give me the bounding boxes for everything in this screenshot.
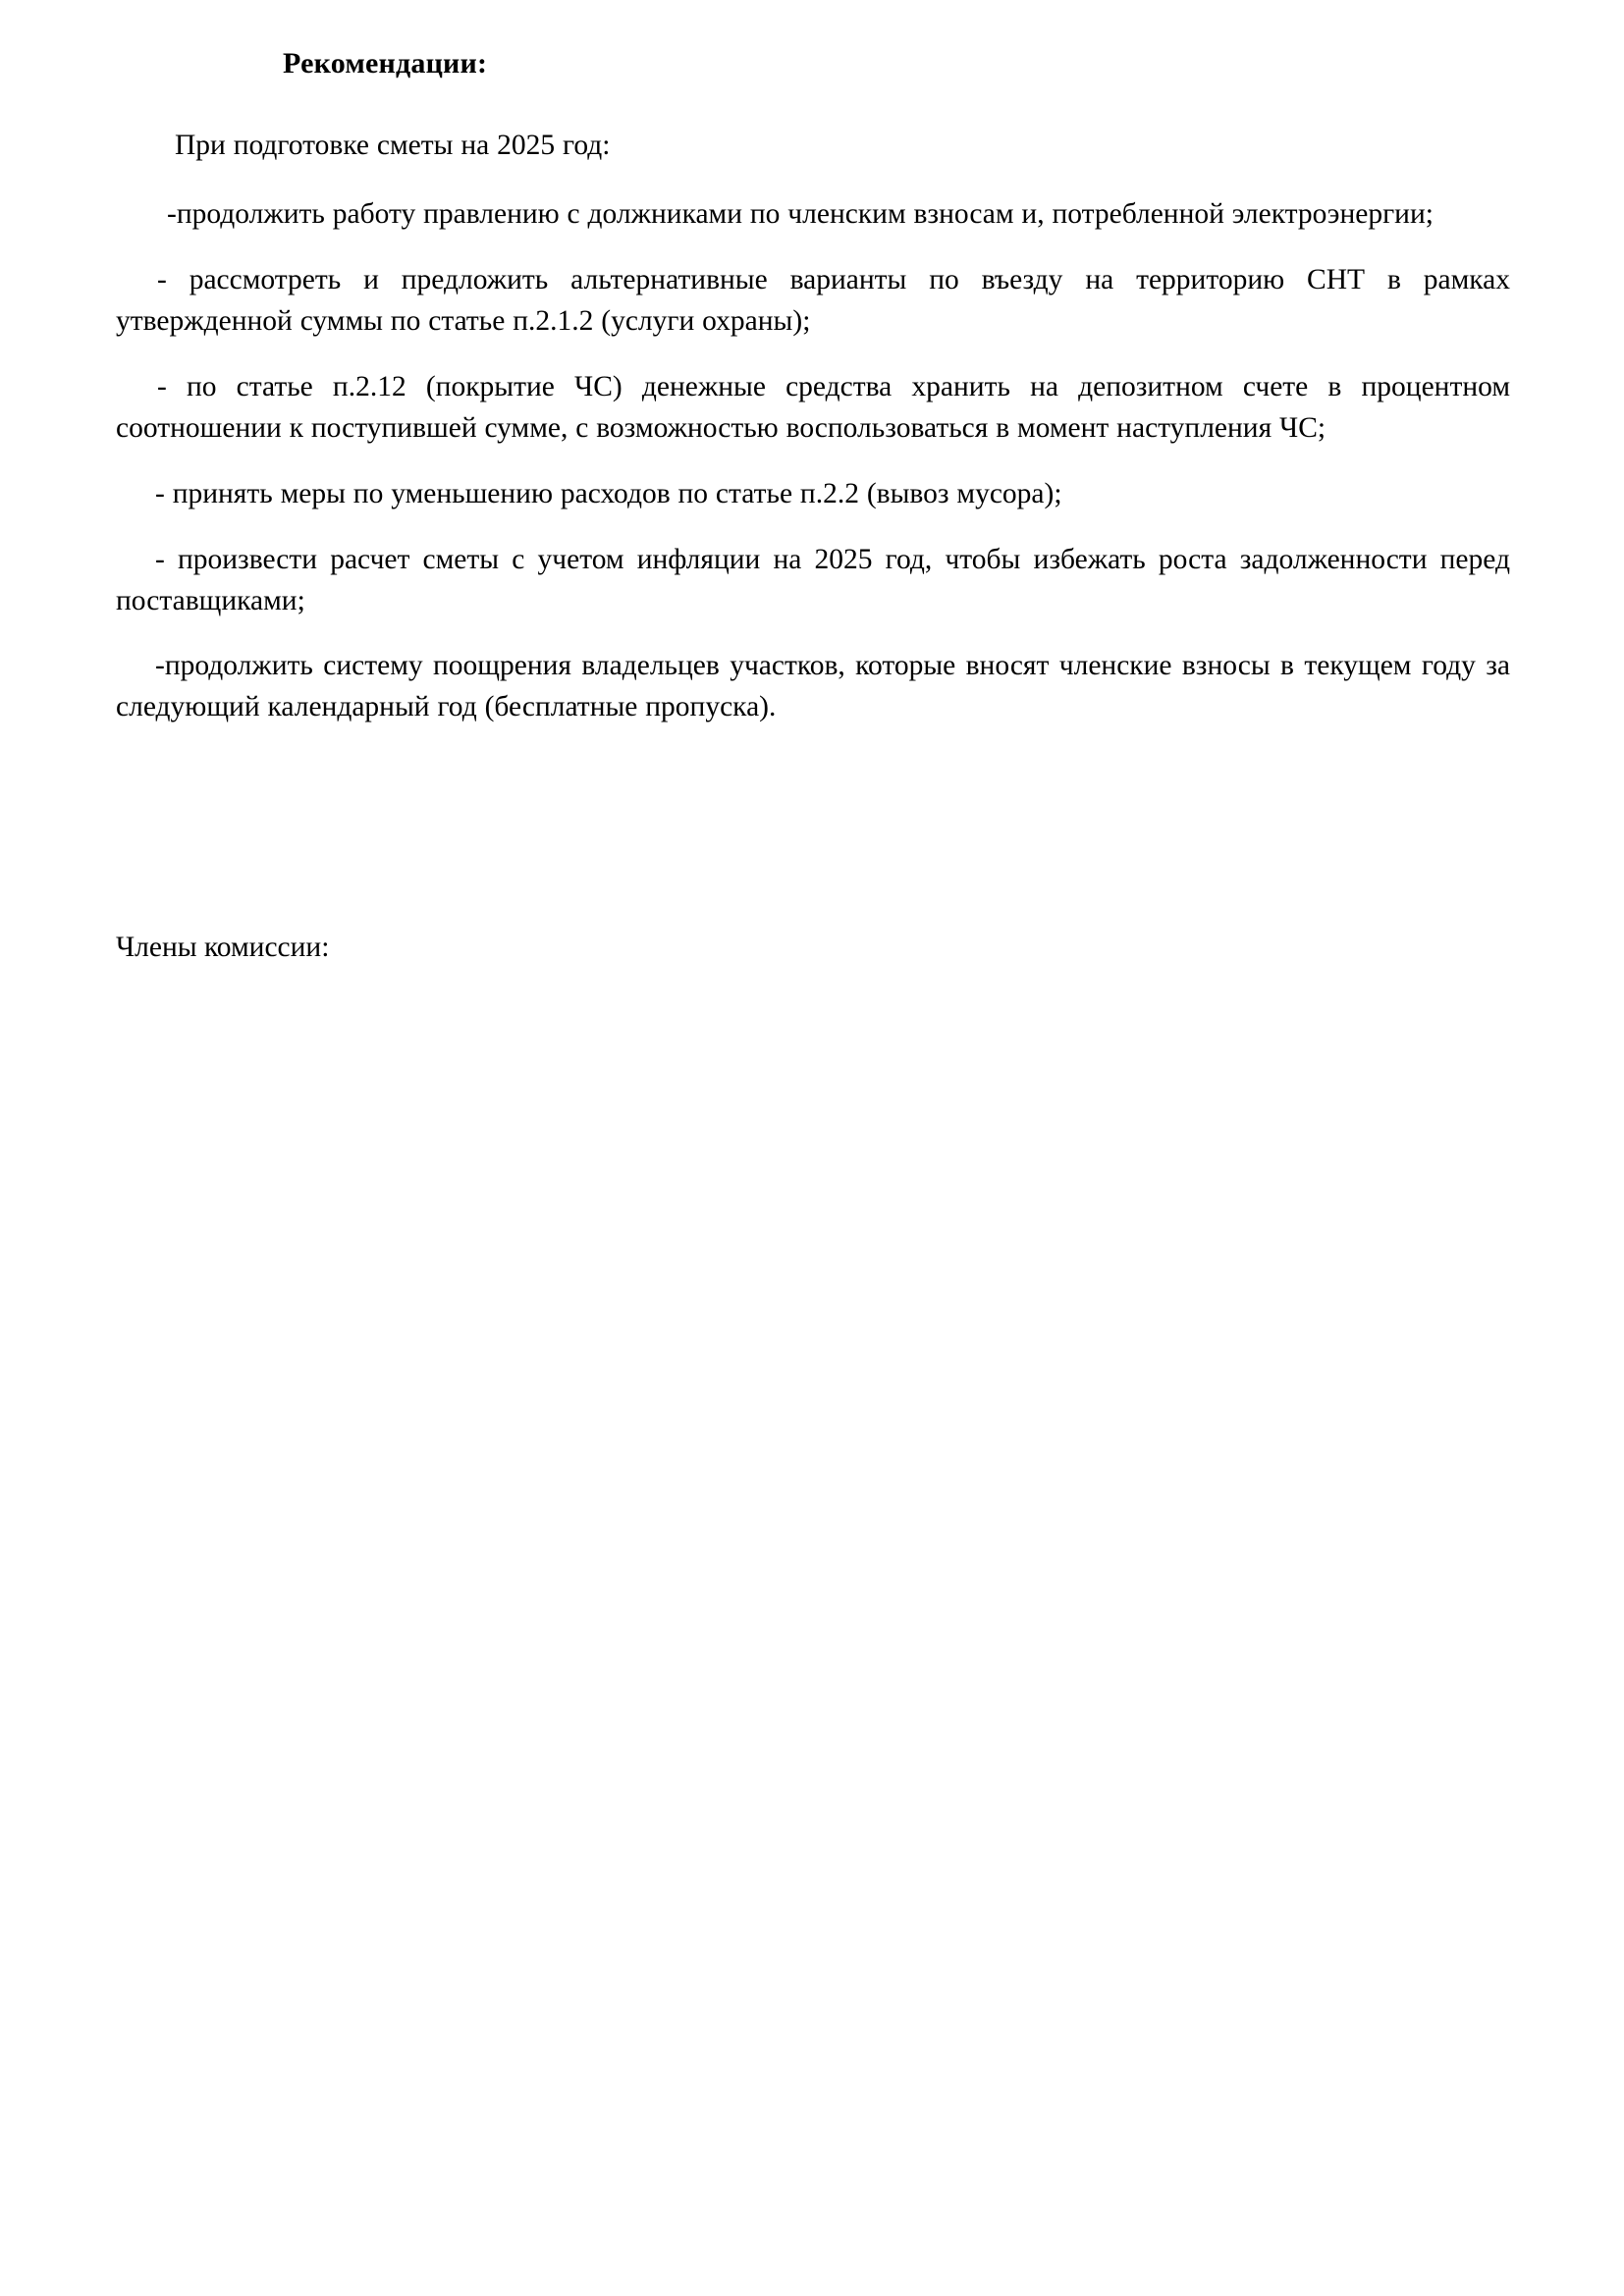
lead-paragraph: При подготовке сметы на 2025 год: [175,129,611,161]
signature-spacer [116,753,1510,928]
recommendation-item-3: - по статье п.2.12 (покрытие ЧС) денежные средства хранить на депозитном счете в процентном соотношении к поступившей сумме, с возможностью воспользоваться в момент наступления ЧС; [116,371,1510,444]
signature-line: Члены комиссии: [116,932,330,964]
recommendation-item-1: -продолжить работу правлению с должниками по членским взносам и, потребленной электроэнергии; [167,198,1434,231]
recommendation-item-4: - принять меры по уменьшению расходов по статье п.2.2 (вывоз мусора); [155,477,1062,509]
recommendation-item-5: - произвести расчет сметы с учетом инфляции на 2025 год, чтобы избежать роста задолженности перед поставщиками; [116,543,1510,616]
page-title: Рекомендации: [283,47,488,80]
recommendation-item-6: -продолжить систему поощрения владельцев участков, которые вносят членские взносы в текущем году за следующий календарный год (бесплатные пропуска). [116,650,1510,723]
document-body [116,45,1510,969]
recommendation-item-2: - рассмотреть и предложить альтернативные варианты по въезду на территорию СНТ в рамках утвержденной суммы по статье п.2.1.2 (услуги охраны); [116,264,1510,338]
